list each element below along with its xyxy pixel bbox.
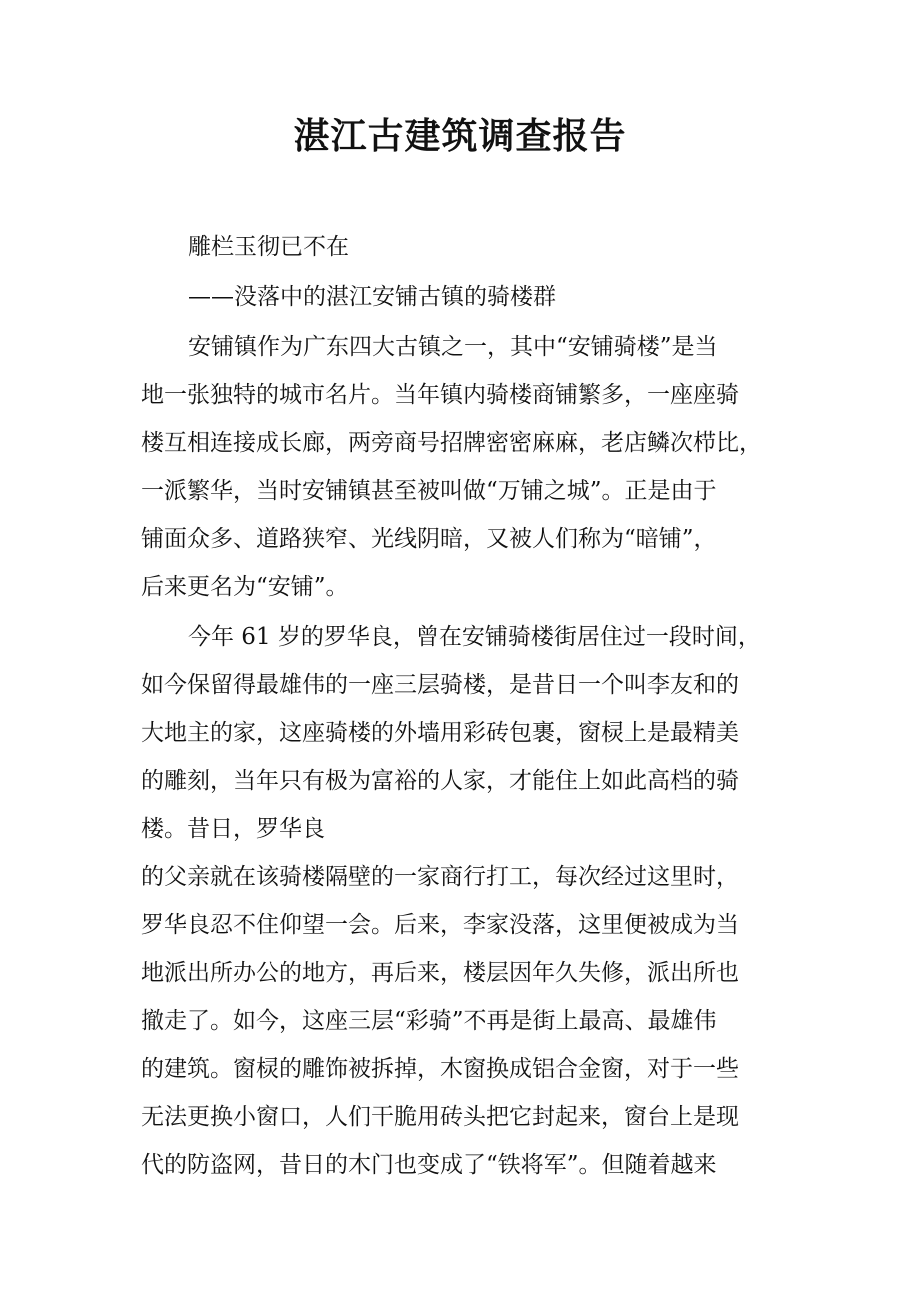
paragraph-line: 撤走了。如今，这座三层“彩骑”不再是街上最高、最雄伟 — [141, 1008, 717, 1034]
paragraph-line: 地一张独特的城市名片。当年镇内骑楼商铺繁多，一座座骑 — [141, 382, 739, 408]
paragraph-line: 罗华良忍不住仰望一会。后来，李家没落，这里便被成为当 — [141, 912, 739, 938]
paragraph-line: 大地主的家，这座骑楼的外墙用彩砖包裹，窗棂上是最精美 — [141, 720, 739, 746]
paragraph-line: 一派繁华，当时安铺镇甚至被叫做“万铺之城”。正是由于 — [141, 478, 717, 504]
paragraph-line: 代的防盗网，昔日的木门也变成了“铁将军”。但随着越来 — [141, 1152, 717, 1178]
paragraph-line: 的父亲就在该骑楼隔壁的一家商行打工，每次经过这里时， — [141, 864, 739, 890]
paragraph-line: 的建筑。窗棂的雕饰被拆掉，木窗换成铝合金窗，对于一些 — [141, 1056, 739, 1082]
paragraph-line: 如今保留得最雄伟的一座三层骑楼，是昔日一个叫李友和的 — [141, 672, 739, 698]
paragraph-line: 地派出所办公的地方，再后来，楼层因年久失修，派出所也 — [141, 960, 739, 986]
subtitle-line: 雕栏玉彻已不在 — [188, 234, 349, 260]
paragraph-line: 楼互相连接成长廊，两旁商号招牌密密麻麻，老店鳞次栉比， — [141, 430, 762, 456]
paragraph-line: 安铺镇作为广东四大古镇之一，其中“安铺骑楼”是当 — [188, 334, 718, 360]
subtitle-line: ——没落中的湛江安铺古镇的骑楼群 — [188, 284, 556, 310]
paragraph-line: 今年 61 岁的罗华良，曾在安铺骑楼街居住过一段时间， — [188, 624, 761, 650]
paragraph-line: 后来更名为“安铺”。 — [141, 574, 349, 600]
document-title: 湛江古建筑调查报告 — [293, 115, 627, 157]
paragraph-line: 楼。昔日，罗华良 — [141, 816, 325, 842]
paragraph-line: 无法更换小窗口，人们干脆用砖头把它封起来，窗台上是现 — [141, 1104, 739, 1130]
paragraph-line: 铺面众多、道路狭窄、光线阴暗，又被人们称为“暗铺”， — [141, 526, 717, 552]
paragraph-line: 的雕刻，当年只有极为富裕的人家，才能住上如此高档的骑 — [141, 768, 739, 794]
